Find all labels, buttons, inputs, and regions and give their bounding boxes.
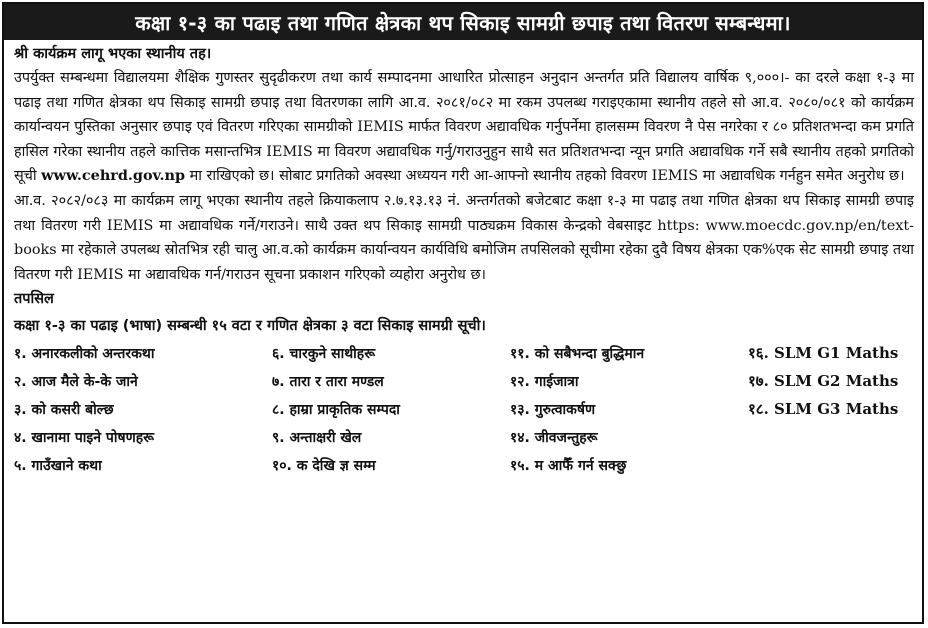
- list-item: ११. को सबैभन्दा बुद्धिमान: [510, 345, 645, 362]
- list-item: ९. अन्ताक्षरी खेल: [272, 429, 362, 446]
- notice-body: [4, 40, 922, 479]
- paragraph-1-text-a: उपर्युक्त सम्बन्धमा विद्यालयमा शैक्षिक गुणस्तर सुदृढीकरण तथा कार्य सम्पादनमा आधारित प्रोत्साहन अनुदान अन्तर्गत प्रति विद्यालय वार्षिक ९,०००।- का दरले कक्षा १-३ मा पढाइ तथा गणित क्षेत्रका थप सिकाइ सामग्री छपाइ तथा वितरणका लागि आ.व. २०८१/०८२ मा रकम उपलब्ध गराइएकामा स्थानीय तहले सो आ.व. २०८०/०८१ को कार्यक्रम कार्यान्वयन पुस्तिका अनुसार छपाइ एवं वितरण गरिएका सामग्रीको IEMIS मार्फत विवरण अद्यावधिक गर्नुपर्नेमा हालसम्म विवरण नै पेस नगरेका र ८० प्रतिशतभन्दा कम प्रगति हासिल गरेका स्थानीय तहले कात्तिक मसान्तभित्र IEMIS मा विवरण अद्यावधिक गर्नु/गराउनुहुन साथै सत प्रतिशतभन्दा न्यून प्रगति अद्यावधिक गर्ने सबै स्थानीय तहको प्रगतिको सूची: [14, 70, 914, 185]
- list-item: ८. हाम्रा प्राकृतिक सम्पदा: [272, 401, 400, 418]
- list-item: ६. चारकुने साथीहरू: [272, 345, 376, 362]
- list-item: [748, 451, 924, 479]
- list-item: २. आज मैले के-के जाने: [14, 373, 138, 390]
- list-item: ४. खानामा पाइने पोषणहरू: [14, 429, 155, 446]
- list-item: १६. SLM G1 Maths: [748, 344, 899, 363]
- paragraph-1: [14, 66, 914, 189]
- section-heading: तपसिल: [14, 291, 54, 308]
- list-item: ३. को कसरी बोल्छ: [14, 401, 114, 418]
- paragraph-1-text-b: मा राखिएको छ। सोबाट प्रगतिको अवस्था अध्ययन गरी आ-आफ्नो स्थानीय तहको विवरण IEMIS मा अद्यावधिक गर्नहुन समेत अनुरोध छ।: [189, 168, 905, 185]
- paragraph-2: आ.व. २०८२/०८३ मा कार्यक्रम लागू भएका स्थानीय तहले क्रियाकलाप २.७.१३.१३ नं. अन्तर्गतको बजेटबाट कक्षा १-३ मा पढाइ तथा गणित क्षेत्रका थप सिकाइ सामग्री छपाइ तथा वितरण गरी IEMIS मा अद्यावधिक गर्ने/गराउने। साथै उक्त थप सिकाइ सामग्री पाठ्यक्रम विकास केन्द्रको वेबसाइट https: www.moecdc.gov.np/en/text-books मा रहेकाले उपलब्ध स्रोतभित्र रही चालु आ.व.को कार्यक्रम कार्यान्वयन कार्यविधि बमोजिम तपसिलको सूचीमा रहेका दुवै विषय क्षेत्रका एक%एक सेट सामग्री छपाइ तथा वितरण गरी IEMIS मा अद्यावधिक गर्न/गराउन सूचना प्रकाशन गरिएको व्यहोरा अनुरोध छ।: [14, 192, 914, 283]
- list-item: १७. SLM G2 Maths: [748, 372, 899, 391]
- list-item: १. अनारकलीको अन्तरकथा: [14, 345, 155, 362]
- list-item: १५. म आफैँ गर्न सक्छु: [510, 457, 627, 474]
- list-item: १८. SLM G3 Maths: [748, 400, 899, 419]
- addressee: श्री कार्यक्रम लागू भएका स्थानीय तह।: [14, 46, 212, 62]
- list-item: १४. जीवजन्तुहरू: [510, 429, 598, 446]
- material-list: [14, 339, 914, 479]
- notice: [2, 2, 924, 624]
- list-item: ५. गाउँखाने कथा: [14, 457, 102, 474]
- list-item: [748, 423, 924, 451]
- website-link[interactable]: www.cehrd.gov.np: [41, 167, 186, 185]
- list-item: १३. गुरुत्वाकर्षण: [510, 401, 596, 418]
- list-item: ७. तारा र तारा मण्डल: [272, 373, 384, 390]
- list-heading: कक्षा १-३ का पढाइ (भाषा) सम्बन्धी १५ वटा र गणित क्षेत्रका ३ वटा सिकाइ सामग्री सूची।: [14, 318, 486, 335]
- notice-title: कक्षा १-३ का पढाइ तथा गणित क्षेत्रका थप सिकाइ सामग्री छपाइ तथा वितरण सम्बन्धमा।: [4, 4, 922, 40]
- list-item: १२. गाईजात्रा: [510, 373, 579, 390]
- list-item: १०. क देखि ज्ञ सम्म: [272, 457, 376, 474]
